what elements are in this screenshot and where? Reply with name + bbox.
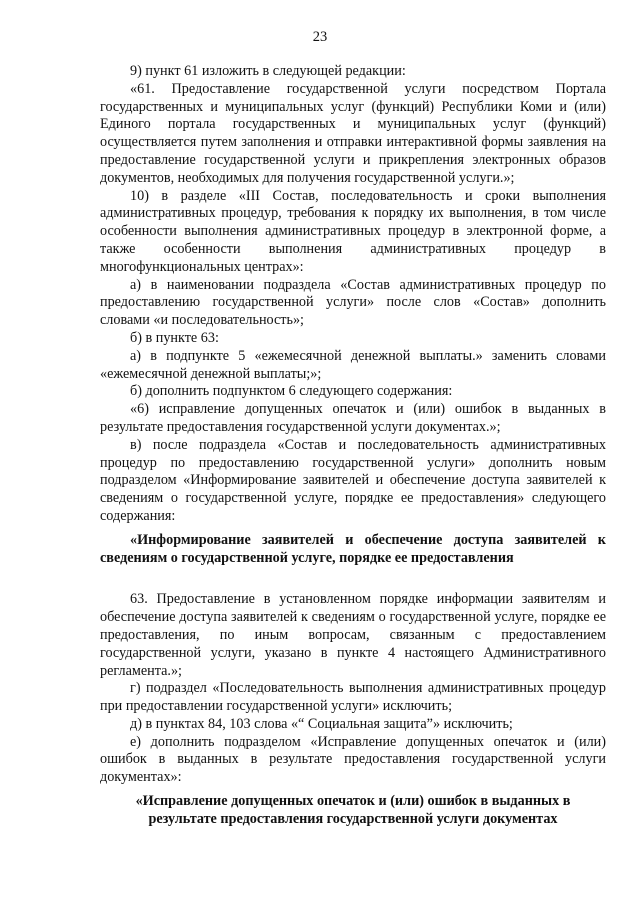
document-body — [100, 63, 606, 829]
paragraph-point-63: 63. Предоставление в установленном порядке информации заявителям и обеспечение доступа заявителей к сведениям о государственной услуге, порядке ее предоставления, по иным вопросам, связанным с предоставлением государственной услуги, указано в пункте 4 настоящего Административного регламента.»; — [100, 591, 606, 679]
subsection-heading-corrections: «Исправление допущенных опечаток и (или) ошибок в выданных в результате предоставления государственной услуги документах — [135, 793, 571, 827]
paragraph-subpoint-6-text: «6) исправление допущенных опечаток и (или) ошибок в выданных в результате предоставления государственной услуги документах.»; — [100, 401, 606, 435]
paragraph-item-9: 9) пункт 61 изложить в следующей редакции: — [130, 63, 406, 79]
page-number: 23 — [312, 29, 328, 45]
paragraph-subitem-d: д) в пунктах 84, 103 слова «“ Социальная защита”» исключить; — [130, 715, 513, 732]
paragraph-item-10: 10) в разделе «III Состав, последовательность и сроки выполнения административных процедур, требования к порядку их выполнения, в том числе особенности выполнения административных процедур в электронной форме, а также особенности выполнения административных процедур в многофункциональных центрах»: — [100, 187, 606, 275]
paragraph-subitem-e: е) дополнить подразделом «Исправление допущенных опечаток и (или) ошибок в выданных в результате предоставления государственной услуги документах»: — [100, 733, 606, 786]
spacer — [100, 567, 606, 591]
paragraph-subitem-a: а) в наименовании подраздела «Состав административных процедур по предоставлению государственной услуги» после слов «Состав» дополнить словами «и последовательность»; — [100, 276, 606, 329]
paragraph-subitem-v: в) после подраздела «Состав и последовательность административных процедур по предоставлению государственной услуги» дополнить новым подразделом «Информирование заявителей и обеспечение доступа заявителей к сведениям о государственной услуге, порядке ее предоставления» следующего содержания: — [100, 436, 606, 524]
paragraph-add-subpoint-6: б) дополнить подпунктом 6 следующего содержания: — [130, 383, 453, 400]
paragraph-subitem-g: г) подраздел «Последовательность выполнения административных процедур при предоставлении государственной услуги» исключить; — [100, 680, 606, 715]
subsection-heading-informing: «Информирование заявителей и обеспечение доступа заявителей к сведениям о государственной услуге, порядке ее предоставления — [100, 531, 606, 566]
paragraph-subpoint-5: а) в подпункте 5 «ежемесячной денежной выплаты.» заменить словами «ежемесячной денежной выплаты;»; — [100, 347, 606, 382]
paragraph-subitem-b: б) в пункте 63: — [130, 329, 219, 346]
paragraph-point-61: «61. Предоставление государственной услуги посредством Портала государственных и муниципальных услуг (функций) Республики Коми и (или) Единого портала государственных и муниципальных услуг (функций) осуществляется путем заполнения и отправки интерактивной формы заявления на предоставление государственной услуги и прикрепления электронных образов документов, необходимых для получения государственной услуги.»; — [100, 80, 606, 186]
